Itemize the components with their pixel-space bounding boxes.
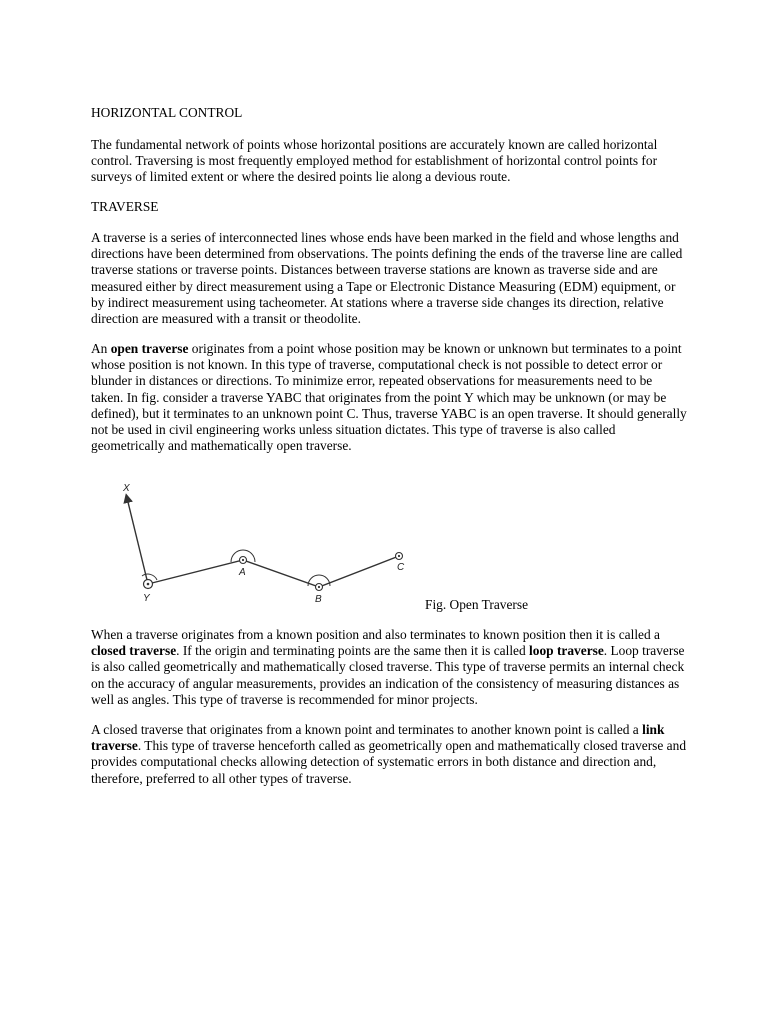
- paragraph-traverse: A traverse is a series of interconnected lines whose ends have been marked in the field and whose lengths and directions have been determined from observations. The points defining the ends of the traverse line are called traverse stations or traverse points. Distances between traverse stations are known as traverse side and are measured either by direct measurement using a Tape or Electronic Distance Measuring (EDM) equipment, or by indirect measurement using tacheometer. At stations where a traverse side changes its direction, relative direction are measured with a transit or theodolite.: [91, 230, 683, 327]
- term-closed-traverse: closed traverse: [91, 643, 177, 659]
- station-a-marker: [240, 557, 247, 564]
- traverse-line: [148, 556, 399, 587]
- term-link-traverse: link traverse: [91, 722, 665, 754]
- term-loop-traverse: loop traverse: [529, 643, 604, 659]
- label-b: B: [315, 594, 322, 605]
- paragraph-link-traverse: [91, 722, 687, 787]
- station-b-marker: [316, 584, 323, 591]
- paragraph-closed-traverse: [91, 627, 687, 708]
- figure-caption: Fig. Open Traverse: [425, 597, 529, 612]
- label-y: Y: [143, 593, 150, 604]
- angle-arc-y: [142, 574, 157, 580]
- closed-prefix: When a traverse originates from a known position and also terminates to known position then it is called a: [91, 627, 660, 642]
- paragraph-open-traverse: [91, 341, 687, 454]
- label-a: A: [239, 567, 246, 578]
- link-prefix: A closed traverse that originates from a known point and terminates to another known point is called a: [91, 722, 643, 737]
- link-suffix: . This type of traverse henceforth called as geometrically open and mathematically closed traverse and provides computational checks allowing detection of systematic errors in both distance and direction and, therefore, preferred to all other types of traverse.: [91, 738, 687, 786]
- closed-suffix: . Loop traverse is also called geometrically and mathematically closed traverse. This type of traverse permits an internal check on the accuracy of angular measurements, provides an indication of the consistency of measuring distances as well as angles. This type of traverse is recommended for minor projects.: [91, 643, 685, 707]
- heading-traverse: TRAVERSE: [91, 199, 159, 214]
- open-traverse-figure: [110, 478, 420, 608]
- open-body: originates from a point whose position may be known or unknown but terminates to a point whose position is not known. In this type of traverse, computational check is not possible to detect error or blunder in distances or directions. To minimize error, repeated observations for measurements need to be taken. In fig. consider a traverse YABC that originates from the point Y which may be unknown (or may be defined), but it terminates to an unknown point C. Thus, traverse YABC is an open traverse. It should generally not be used in civil engineering works unless situation dictates. This type of traverse is also called geometrically and mathematically open traverse.: [91, 341, 687, 454]
- label-c: C: [397, 562, 405, 573]
- paragraph-horizontal-control: The fundamental network of points whose horizontal positions are accurately known are called horizontal control. Traversing is most frequently employed method for establishment of horizontal control points for surveys of limited extent or where the desired points lie along a devious route.: [91, 137, 658, 185]
- open-prefix: An: [91, 341, 111, 356]
- station-c-marker: [396, 553, 403, 560]
- term-open-traverse: open traverse: [110, 341, 189, 356]
- north-line: [127, 498, 148, 584]
- heading-horizontal-control: HORIZONTAL CONTROL: [91, 105, 243, 120]
- station-y-marker: [144, 580, 153, 589]
- label-x: X: [123, 483, 130, 494]
- closed-middle: . If the origin and terminating points are the same then it is called: [176, 643, 530, 659]
- traverse-diagram: [110, 478, 420, 608]
